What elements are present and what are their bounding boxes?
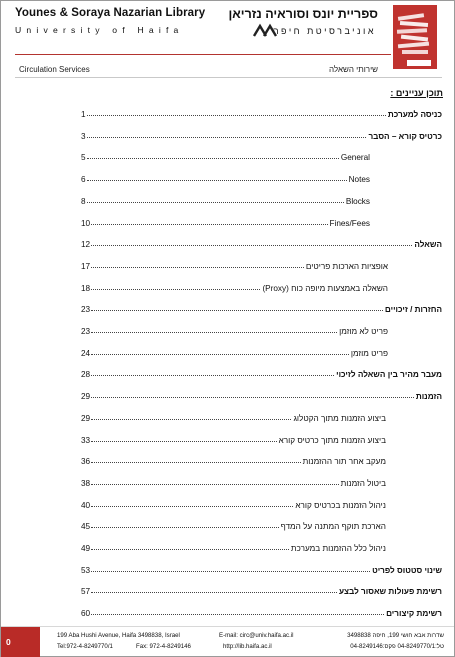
toc-page-number: 17	[81, 261, 91, 271]
toc-page-number: 3	[81, 131, 86, 141]
toc-page-number: 45	[81, 522, 91, 532]
library-name-he: ספריית יונס וסוראיה נזריאן	[228, 7, 378, 21]
toc-entry-label: ביצוע הזמנות מתוך הקטלוג	[293, 413, 386, 423]
toc-dot-leader	[87, 137, 367, 138]
toc-entry-label: Blocks	[345, 196, 370, 206]
toc-dot-leader	[87, 202, 344, 203]
toc-dot-leader	[91, 592, 337, 593]
toc-page-number: 57	[81, 587, 91, 597]
toc-entry[interactable]	[81, 582, 442, 596]
footer	[1, 626, 454, 657]
toc-dot-leader	[91, 310, 383, 311]
toc-entry-label: הארכת תוקף המתנה על המדף	[280, 522, 386, 532]
toc-entry[interactable]	[81, 192, 370, 206]
toc-entry[interactable]	[81, 127, 442, 141]
section-title-en: Circulation Services	[19, 65, 90, 74]
footer-address-he: שדרות אבא חושי 199, חיפה 3498838	[347, 632, 444, 639]
toc-entry[interactable]	[81, 409, 386, 423]
toc-page-number: 12	[81, 240, 91, 250]
toc-page-number: 38	[81, 478, 91, 488]
footer-phones-he: טל:04-8249770/1 פקס:04-8249146	[350, 643, 444, 650]
toc-entry[interactable]	[81, 279, 388, 293]
toc-entry[interactable]	[81, 365, 442, 379]
toc-entry-label: אופציות הארכות פריטים	[305, 261, 388, 271]
toc-entry-label: שינוי סטטוס לפריט	[372, 565, 442, 575]
toc-entry[interactable]	[81, 322, 388, 336]
toc-entry[interactable]	[81, 539, 386, 553]
toc-entry[interactable]	[81, 344, 388, 358]
toc-page-number: 29	[81, 392, 91, 402]
toc-entry[interactable]	[81, 257, 388, 271]
toc-entry[interactable]	[81, 431, 386, 445]
section-title-he: שירותי השאלה	[328, 65, 378, 74]
toc-dot-leader	[91, 506, 293, 507]
toc-dot-leader	[87, 180, 347, 181]
toc-dot-leader	[91, 462, 301, 463]
footer-address-en: 199 Aba Hushi Avenue, Haifa 3498838, Israel	[57, 632, 180, 639]
toc-entry[interactable]	[81, 561, 442, 575]
toc-entry-label: ניהול הזמנות בכרטיס קורא	[295, 500, 386, 510]
toc-entry[interactable]	[81, 452, 386, 466]
toc-page-number: 23	[81, 305, 91, 315]
toc-entry-label: הזמנות	[415, 392, 442, 402]
legacy-logo-icon	[393, 5, 437, 69]
toc-entry[interactable]	[81, 170, 370, 184]
toc-page-number: 36	[81, 457, 91, 467]
university-name-he: אוניברסיטת חיפה	[272, 26, 376, 36]
toc-dot-leader	[87, 158, 339, 159]
toc-page-number: 28	[81, 370, 91, 380]
toc-dot-leader	[91, 289, 260, 290]
header-divider	[15, 54, 391, 55]
university-name-en: University of Haifa	[15, 25, 184, 35]
toc-entry-label: רשימת קיצורים	[386, 609, 442, 619]
footer-tel-en: Tel:972-4-8249770/1	[57, 643, 113, 650]
toc-page-number: 60	[81, 609, 91, 619]
toc-page-number: 1	[81, 110, 86, 119]
toc-dot-leader	[91, 224, 327, 225]
toc-page-number: 18	[81, 283, 91, 293]
toc-entry[interactable]	[81, 214, 370, 228]
footer-email-link[interactable]: E-mail: circ@univ.haifa.ac.il	[219, 632, 294, 639]
toc-page-number: 29	[81, 413, 91, 423]
toc-entry[interactable]	[81, 387, 442, 401]
toc-page-number: 5	[81, 153, 86, 163]
toc-page-number: 6	[81, 175, 86, 185]
toc-page-number: 53	[81, 565, 91, 575]
toc-entry-label: Fines/Fees	[329, 218, 370, 228]
toc-entry-label: החזרות / זיכויים	[384, 305, 442, 315]
toc-page-number: 24	[81, 348, 91, 358]
toc-dot-leader	[91, 614, 384, 615]
toc-entry-label: ניהול כלל ההזמנות במערכת	[290, 544, 386, 553]
toc-page-number: 23	[81, 327, 91, 336]
toc-dot-leader	[91, 332, 337, 333]
toc-dot-leader	[91, 484, 339, 485]
page-number-badge: 0	[1, 627, 40, 657]
toc-page-number: 8	[81, 196, 86, 206]
toc-entry-label: ביטול הזמנות	[340, 478, 386, 488]
toc-entry[interactable]	[81, 148, 370, 162]
toc-dot-leader	[87, 115, 386, 116]
toc-page-number: 49	[81, 544, 91, 553]
toc-entry[interactable]	[81, 517, 386, 531]
toc-dot-leader	[91, 245, 412, 246]
toc-entry[interactable]	[81, 474, 386, 488]
toc-entry-label: השאלה באמצעות מיופה כוח (Proxy)	[262, 283, 388, 293]
footer-fax-en: Fax: 972-4-8249146	[136, 643, 191, 650]
toc-page-number: 33	[81, 435, 91, 445]
toc-dot-leader	[91, 549, 289, 550]
toc-entry-label: מעבר מהיר בין השאלה לזיכוי	[336, 370, 442, 380]
toc-dot-leader	[91, 571, 370, 572]
toc-entry-label: ביצוע הזמנות מתוך כרטיס קורא	[278, 435, 386, 445]
toc-entry-label: השאלה	[414, 240, 442, 250]
toc-entry-label: פריט לא מוזמן	[339, 327, 388, 336]
toc-entry-label: רשימת פעולות שאסור לבצע	[338, 587, 442, 597]
toc-entry-label: Notes	[348, 175, 370, 185]
toc-entry-label: General	[340, 153, 370, 163]
toc-entry-label: פריט מוזמן	[350, 348, 388, 358]
toc-dot-leader	[91, 354, 349, 355]
toc-dot-leader	[91, 419, 291, 420]
footer-website-link[interactable]: http://lib.haifa.ac.il	[223, 643, 272, 650]
toc-dot-leader	[91, 527, 279, 528]
toc-entry[interactable]	[81, 300, 442, 314]
toc-title: תוכן עניינים :	[390, 88, 443, 98]
toc-dot-leader	[91, 397, 414, 398]
toc-page-number: 10	[81, 218, 91, 228]
toc-entry-label: מעקב אחר תור ההזמנות	[302, 457, 386, 467]
toc-entry[interactable]	[81, 235, 442, 249]
toc-entry-label: כרטיס קורא – הסבר	[368, 131, 442, 141]
university-logo-icon	[252, 23, 280, 38]
section-divider	[15, 77, 442, 78]
library-name-en: Younes & Soraya Nazarian Library	[15, 7, 206, 19]
toc-entry[interactable]	[81, 105, 442, 119]
toc-dot-leader	[91, 267, 304, 268]
toc-page-number: 40	[81, 500, 91, 510]
toc-entry[interactable]	[81, 604, 442, 618]
toc-dot-leader	[91, 375, 334, 376]
toc-dot-leader	[91, 441, 277, 442]
toc-entry-label: כניסה למערכת	[387, 110, 442, 119]
toc-entry[interactable]	[81, 496, 386, 510]
